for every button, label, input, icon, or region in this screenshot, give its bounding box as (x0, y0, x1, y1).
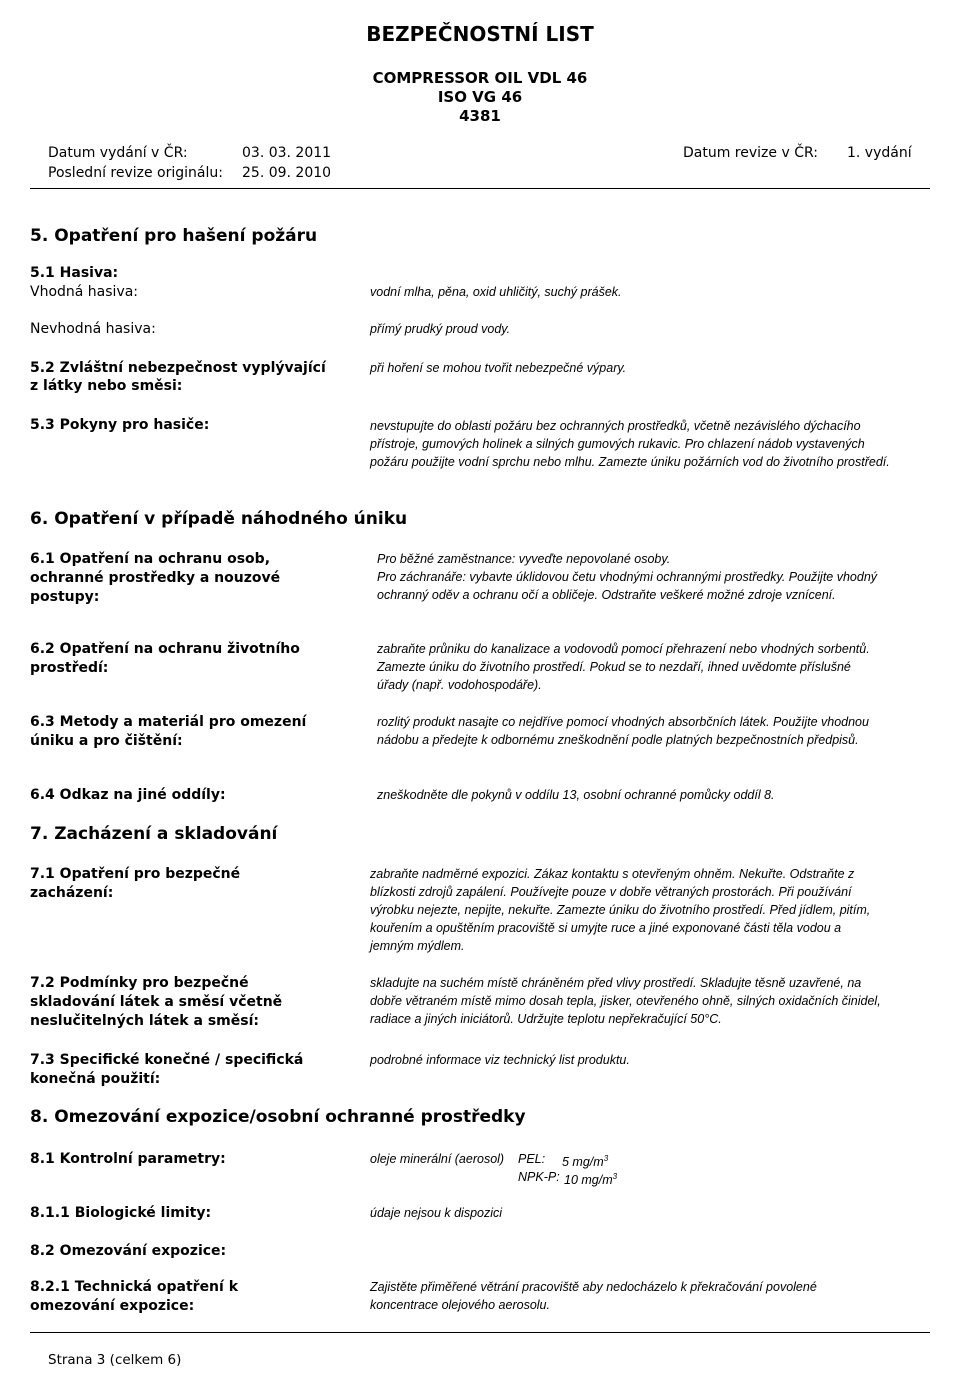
npk-label: NPK-P: (518, 1170, 560, 1184)
document-title: BEZPEČNOSTNÍ LIST (366, 22, 594, 46)
page-number: Strana 3 (celkem 6) (48, 1352, 182, 1368)
pel-label: PEL: (518, 1152, 546, 1166)
product-grade: ISO VG 46 (437, 88, 523, 106)
s62-label: 6.2 Opatření na ochranu životního prostředí: (30, 641, 300, 676)
s821-value: Zajistěte přiměřené větrání pracoviště aby nedocházelo k překračování povolené koncentrace olejového aerosolu. (370, 1280, 817, 1312)
s64-value: zneškodněte dle pokynů v oddílu 13, osobní ochranné pomůcky oddíl 8. (377, 788, 775, 802)
s61-label: 6.1 Opatření na ochranu osob, ochranné prostředky a nouzové postupy: (30, 551, 281, 605)
npk-value: 10 $mg/m^3$ (564, 1172, 618, 1188)
section-5-heading: 5. Opatření pro hašení požáru (30, 226, 318, 246)
s61-value-rescuers: Pro záchranáře: vybavte úklidovou četu vhodnými ochrannými prostředky. Použijte vhodný ochranný oděv a ochranu očí a obličeje. Odstraňte veškeré možné zdroje vznícení. (377, 570, 878, 602)
orig-revision-value: 25. 09. 2010 (242, 165, 332, 181)
issue-date-label: Datum vydání v ČR: (48, 145, 188, 161)
s64-label: 6.4 Odkaz na jiné oddíly: (30, 787, 226, 803)
header-divider (30, 188, 930, 189)
s81-substance: oleje minerální (aerosol) (370, 1152, 505, 1166)
issue-date-value: 03. 03. 2011 (242, 145, 332, 161)
s811-label: 8.1.1 Biologické limity: (30, 1205, 212, 1221)
s73-value: podrobné informace viz technický list produktu. (370, 1053, 630, 1067)
product-code: 4381 (459, 107, 501, 125)
s821-label: 8.2.1 Technická opatření k omezování expozice: (30, 1279, 239, 1314)
s71-value: zabraňte nadměrné expozici. Zákaz kontaktu s otevřeným ohněm. Nekuřte. Odstraňte z blízkosti zdrojů zapálení. Používejte pouze v dobře větraných prostorách. Při používání výrobku nejezte, nepijte, nekuřte. Zamezte úniku do životního prostředí. Před jídlem, pitím, kouřením a opuštěním pracoviště si umyjte ruce a jiné exponované části těla vodou a jemným mýdlem. (370, 867, 871, 953)
product-name: COMPRESSOR OIL VDL 46 (372, 69, 588, 87)
s811-value: údaje nejsou k dispozici (370, 1206, 503, 1220)
s72-label: 7.2 Podmínky pro bezpečné skladování látek a směsí včetně neslučitelných látek a směsí: (30, 975, 283, 1029)
revision-date-label: Datum revize v ČR: (683, 145, 818, 161)
s61-value-employees: Pro běžné zaměstnance: vyveďte nepovolané osoby. (377, 552, 671, 566)
unsuitable-value: přímý prudký proud vody. (370, 322, 511, 336)
orig-revision-label: Poslední revize originálu: (48, 165, 223, 181)
s72-value: skladujte na suchém místě chráněném před vlivy prostředí. Skladujte těsně uzavřené, na dobře větraném místě mimo dosah tepla, jisker, otevřeného ohně, silných oxidačních činidel, radiace a jiných iniciátorů. Udržujte teplotu nepřekračující 50°C. (370, 976, 881, 1026)
s82-label: 8.2 Omezování expozice: (30, 1243, 227, 1259)
section-7-heading: 7. Zacházení a skladování (30, 824, 278, 844)
suitable-label: Vhodná hasiva: (30, 284, 139, 300)
s53-value: nevstupujte do oblasti požáru bez ochranných prostředků, včetně nezávislého dýchacího přístroje, gumových holinek a silných gumových rukavic. Pro chlazení nádob vystavených požáru použijte vodní sprchu nebo mlhu. Zamezte úniku požárních vod do životního prostředí. (370, 419, 890, 469)
unsuitable-label: Nevhodná hasiva: (30, 321, 156, 337)
suitable-value: vodní mlha, pěna, oxid uhličitý, suchý prášek. (370, 285, 622, 299)
section-6-heading: 6. Opatření v případě náhodného úniku (30, 509, 408, 529)
footer-divider (30, 1332, 930, 1333)
pel-value: 5 $mg/m^3$ (562, 1154, 609, 1170)
s53-label: 5.3 Pokyny pro hasiče: (30, 417, 210, 433)
s81-label: 8.1 Kontrolní parametry: (30, 1151, 226, 1167)
s63-value: rozlitý produkt nasajte co nejdříve pomocí vhodných absorbčních látek. Použijte vhodnou nádobu a předejte k odbornému zneškodnění podle platných bezpečnostních předpisů. (377, 715, 869, 747)
s63-label: 6.3 Metody a materiál pro omezení úniku a pro čištění: (30, 714, 307, 749)
s52-label-line2: z látky nebo směsi: (30, 378, 183, 394)
s52-value: při hoření se mohou tvořit nebezpečné výpary. (370, 361, 627, 375)
s71-label: 7.1 Opatření pro bezpečné zacházení: (30, 866, 241, 901)
s62-value: zabraňte průniku do kanalizace a vodovodů pomocí přehrazení nebo vhodných sorbentů. Zamezte úniku do životního prostředí. Pokud se to nezdaří, ihned uvědomte příslušné úřady (např. vodohospodáře). (377, 642, 870, 692)
revision-date-value: 1. vydání (847, 145, 912, 161)
s73-label: 7.3 Specifické konečné / specifická konečná použití: (30, 1052, 304, 1087)
s51-label: 5.1 Hasiva: (30, 265, 119, 281)
section-8-heading: 8. Omezování expozice/osobní ochranné prostředky (30, 1107, 526, 1127)
s52-label-line1: 5.2 Zvláštní nebezpečnost vyplývající (30, 360, 326, 376)
